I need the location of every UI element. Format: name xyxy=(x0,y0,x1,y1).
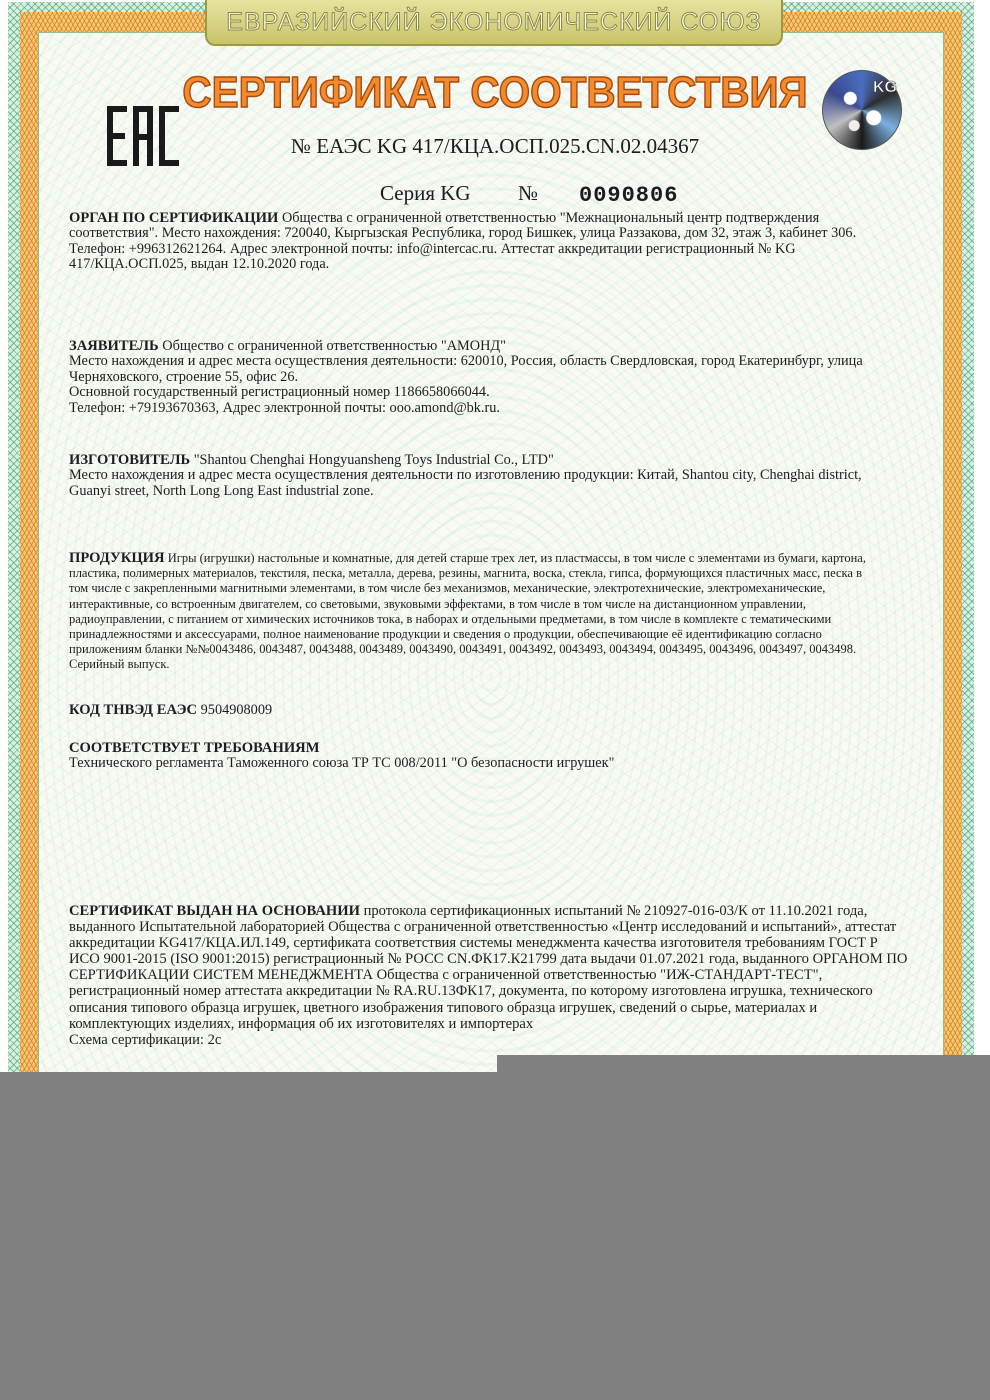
conforms-heading: СООТВЕТСТВУЕТ ТРЕБОВАНИЯМ xyxy=(69,740,320,756)
manufacturer-heading: ИЗГОТОВИТЕЛЬ xyxy=(69,452,191,468)
certification-body-heading: ОРГАН ПО СЕРТИФИКАЦИИ xyxy=(69,210,279,226)
certification-body-line: соответствия". Место нахождения: 720040, Кыргызская Республика, город Бишкек, улица Раззакова, дом 32, этаж 3, кабинет 306. xyxy=(69,225,857,242)
union-name: ЕВРАЗИЙСКИЙ ЭКОНОМИЧЕСКИЙ СОЮЗ xyxy=(226,8,762,36)
certification-body-section xyxy=(69,211,925,273)
product-line: том числе с закрепленными магнитными элементами, в том числе без механизмов, механические, электротехнические, электромеханические, xyxy=(69,581,826,596)
applicant-line: Черняховского, строение 55, офис 26. xyxy=(69,368,299,385)
certification-scheme: Схема сертификации: 2с xyxy=(69,1031,222,1048)
applicant-line: Место нахождения и адрес места осуществления деятельности: 620010, Россия, область Свердловская, город Екатеринбург, улица xyxy=(69,353,863,370)
basis-line: аккредитации KG417/КЦА.ИЛ.149, сертификата соответствия системы менеджмента качества изготовителя требованиям ГОСТ Р xyxy=(69,935,878,952)
applicant-section xyxy=(69,339,925,416)
certificate-title: СЕРТИФИКАТ СООТВЕТСТВИЯ xyxy=(182,68,808,117)
product-line: радиоуправлении, с питанием от химических источников тока, в наборах и отдельными предметами, в том числе в комплекте с тематическими xyxy=(69,611,832,626)
union-banner xyxy=(205,0,783,46)
certification-body-line: 417/КЦА.ОСП.025, выдан 12.10.2020 года. xyxy=(69,256,330,273)
product-line: Игры (игрушки) настольные и комнатные, для детей старше трех лет, из пластмассы, в том числе с элементами из бумаги, картона, xyxy=(167,551,866,565)
product-section xyxy=(69,551,925,673)
series-number-sign: № xyxy=(518,181,539,205)
basis-line: выданного Испытательной лабораторией Общества с ограниченной ответственностью «Центр исследований и испытаний», аттестат xyxy=(69,919,897,936)
hologram-label: KG xyxy=(873,79,897,96)
product-line: пластика, полимерных материалов, текстиля, песка, металла, дерева, резины, магнита, воска, стекла, гипса, формующихся пластичных масс, песка в xyxy=(69,566,862,581)
applicant-name: Общество с ограниченной ответственностью "АМОНД" xyxy=(162,338,507,354)
redaction-block xyxy=(497,1055,990,1073)
manufacturer-section xyxy=(69,453,925,499)
manufacturer-name: "Shantou Chenghai Hongyuansheng Toys Industrial Co., LTD" xyxy=(193,452,554,468)
series-label: Серия KG xyxy=(380,181,471,205)
certificate-number: № ЕАЭС KG 417/КЦА.ОСП.025.CN.02.04367 xyxy=(290,134,700,158)
basis-line: протокола сертификационных испытаний № 210927-016-03/К от 11.10.2021 года, xyxy=(363,903,868,919)
basis-line: комплектующих изделиях, информация об их изготовителях и импортерах xyxy=(69,1015,534,1032)
conforms-section xyxy=(69,741,925,772)
series-number: 0090806 xyxy=(579,183,679,208)
tnved-code: 9504908009 xyxy=(200,702,273,718)
conforms-line: Технического регламента Таможенного союза ТР ТС 008/2011 "О безопасности игрушек" xyxy=(69,755,615,772)
manufacturer-line: Место нахождения и адрес места осуществления деятельности по изготовлению продукции: Китай, Shantou city, Chenghai district, xyxy=(69,467,862,484)
tnved-section xyxy=(69,703,925,718)
redaction-block xyxy=(0,1072,990,1400)
applicant-heading: ЗАЯВИТЕЛЬ xyxy=(69,338,159,354)
basis-line: описания типового образца игрушек, цветного изображения типового образца игрушек, сведений о сырье, материалах и xyxy=(69,999,818,1016)
product-line: интерактивные, со встроенным двигателем, со световыми, звуковыми эффектами, в том числе в том числе на дистанционном управлении, xyxy=(69,596,806,611)
product-line: Серийный выпуск. xyxy=(69,657,170,672)
basis-heading: СЕРТИФИКАТ ВЫДАН НА ОСНОВАНИИ xyxy=(69,903,360,919)
certification-body-line: Общества с ограниченной ответственностью "Межнациональный центр подтверждения xyxy=(281,210,820,226)
basis-section xyxy=(69,903,939,1048)
tnved-heading: КОД ТНВЭД ЕАЭС xyxy=(69,702,198,718)
applicant-line: Телефон: +79193670363, Адрес электронной почты: ooo.amond@bk.ru. xyxy=(69,399,500,416)
product-line: принадлежностями и аксессуарами, полное наименование продукции и сведения о продукции, обеспечивающие её идентификацию согласно xyxy=(69,627,822,642)
basis-line: регистрационный номер аттестата аккредитации № RA.RU.13ФК17, документа, по которому изготовлена игрушка, технического xyxy=(69,983,873,1000)
basis-line: ИСО 9001-2015 (ISO 9001:2015) регистрационный № РОСС CN.ФК17.К21799 дата выдачи 01.07.2021 года, выданного ОРГАНОМ ПО xyxy=(69,951,908,968)
product-line: приложениям бланки №№0043486, 0043487, 0043488, 0043489, 0043490, 0043491, 0043492, 0043493, 0043494, 0043495, 0043496, 0043497, 0043498. xyxy=(69,642,857,657)
certification-body-line: Телефон: +996312621264. Адрес электронной почты: info@intercac.ru. Аттестат аккредитации регистрационный № KG xyxy=(69,240,796,257)
series-line xyxy=(380,181,679,208)
product-heading: ПРОДУКЦИЯ xyxy=(69,550,165,566)
manufacturer-line: Guanyi street, North Long Long East industrial zone. xyxy=(69,482,374,499)
applicant-line: Основной государственный регистрационный номер 1186658066044. xyxy=(69,384,490,401)
basis-line: СЕРТИФИКАЦИИ СИСТЕМ МЕНЕДЖМЕНТА Общества с ограниченной ответственностью "ИЖ-СТАНДАРТ-ТЕСТ", xyxy=(69,967,823,984)
